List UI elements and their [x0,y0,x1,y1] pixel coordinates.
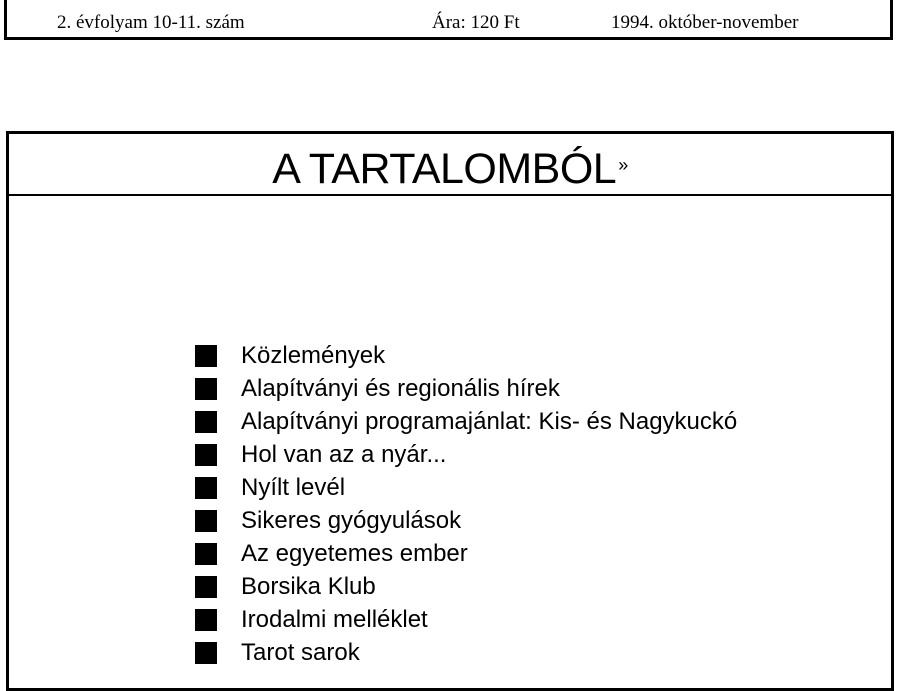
contents-list [195,339,737,669]
square-bullet-icon [195,642,217,664]
square-bullet-icon [195,576,217,598]
square-bullet-icon [195,609,217,631]
list-item-label: Sikeres gyógyulások [241,507,462,534]
list-item-label: Borsika Klub [241,573,376,600]
list-item [195,339,737,372]
list-item [195,471,737,504]
square-bullet-icon [195,444,217,466]
contents-box [6,131,894,691]
list-item [195,636,737,669]
issue-number: 2. évfolyam 10-11. szám [57,12,245,33]
list-item-label: Nyílt levél [241,474,346,501]
square-bullet-icon [195,543,217,565]
list-item [195,405,737,438]
list-item-label: Tarot sarok [241,639,360,666]
square-bullet-icon [195,477,217,499]
list-item-label: Alapítványi és regionális hírek [241,375,560,402]
list-item [195,603,737,636]
list-item-label: Közlemények [241,342,386,369]
list-item [195,537,737,570]
list-item-label: Hol van az a nyár... [241,441,447,468]
list-item [195,504,737,537]
list-item [195,438,737,471]
issue-date: 1994. október-november [611,12,799,33]
square-bullet-icon [195,345,217,367]
square-bullet-icon [195,411,217,433]
list-item [195,570,737,603]
list-item-label: Alapítványi programajánlat: Kis- és Nagykuckó [241,408,738,435]
list-item-label: Az egyetemes ember [241,540,468,567]
price: Ára: 120 Ft [432,12,520,33]
list-item-label: Irodalmi melléklet [241,606,428,633]
square-bullet-icon [195,378,217,400]
contents-header [9,134,891,196]
list-item [195,372,737,405]
square-bullet-icon [195,510,217,532]
contents-title: A TARTALOMBÓL [272,145,617,193]
masthead [4,0,893,40]
title-ornament: » [618,155,628,175]
